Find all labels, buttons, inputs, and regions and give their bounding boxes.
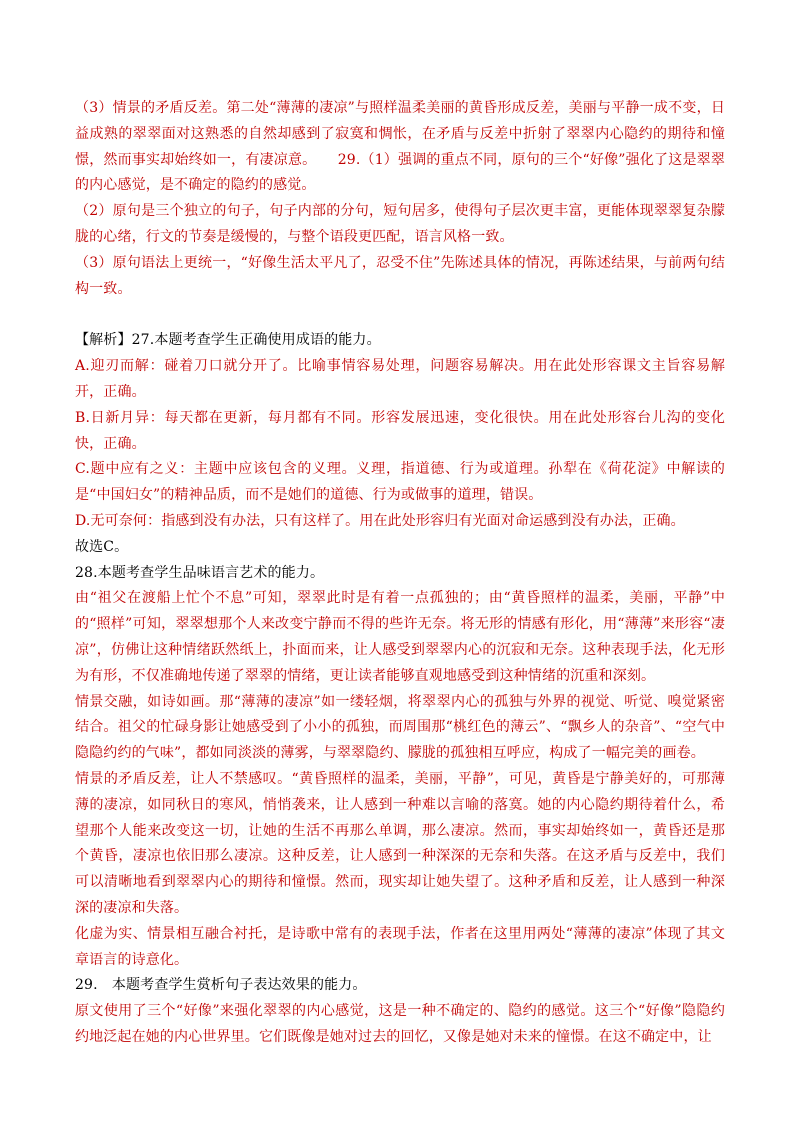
answer-paragraph: （3）原句语法上更统一，“好像生活太平凡了，忍受不住”先陈述具体的情况，再陈述结果，与前两句结构一致。 xyxy=(75,254,725,297)
option-d: D.无可奈何：指感到没有办法，只有这样了。用在此处形容归有光面对命运感到没有办法，正确。 xyxy=(75,512,685,529)
option-b: B.日新月异：每天都在更新，每月都有不同。形容发展迅速，变化很快。用在此处形容台儿沟的变化快，正确。 xyxy=(75,409,725,452)
analysis-paragraph: 由“祖父在渡船上忙个不息”可知，翠翠此时是有着一点孤独的；由“黄昏照样的温柔，美丽，平静”中的“照样”可知，翠翠想那个人来改变宁静而不得的些许无奈。将无形的情感有形化，用“薄薄”来形容“凄凉”，仿佛让这种情绪跃然纸上，扑面而来，让人感受到翠翠内心的沉寂和无奈。这种表现手法，化无形为有形，不仅准确地传递了翠翠的情绪，更让读者能够直观地感受到这种情绪的沉重和深刻。 xyxy=(75,590,725,684)
answer-paragraph: （2）原句是三个独立的句子，句子内部的分句，短句居多，使得句子层次更丰富，更能体现翠翠复杂朦胧的心绪，行文的节奏是缓慢的，与整个语段更匹配，语言风格一致。 xyxy=(75,203,725,245)
analysis-paragraph: 情景的矛盾反差，让人不禁感叹。“黄昏照样的温柔，美丽，平静”，可见，黄昏是宁静美好的，可那薄薄的凄凉，如同秋日的寒风，悄悄袭来，让人感到一种难以言喻的落寞。她的内心隐约期待着什么，希望那个人能来改变这一切，让她的生活不再那么单调，那么凄凉。然而，事实却始终如一，黄昏还是那个黄昏，凄凉也依旧那么凄凉。这种反差，让人感到一种深深的无奈和失落。在这矛盾与反差中，我们可以清晰地看到翠翠内心的期待和憧憬。然而，现实却让她失望了。这种矛盾和反差，让人感到一种深深的凄凉和失落。 xyxy=(75,770,725,916)
option-c: C.题中应有之义：主题中应该包含的义理。义理，指道德、行为或道理。孙犁在《荷花淀》中解读的是“中国妇女”的精神品质，而不是她们的道德、行为或做事的道理，错误。 xyxy=(75,461,725,504)
paragraph-gap xyxy=(75,302,725,328)
analysis-paragraph: 情景交融，如诗如画。那“薄薄的凄凉”如一缕轻烟，将翠翠内心的孤独与外界的视觉、听觉、嗅觉紧密结合。祖父的忙碌身影让她感受到了小小的孤独，而周围那“桃红色的薄云”、“飘乡人的杂音”、“空气中隐隐约约的气味”，都如同淡淡的薄雾，与翠翠隐约、朦胧的孤独相互呼应，构成了一幅完美的画卷。 xyxy=(75,693,725,762)
option-a: A.迎刃而解：碰着刀口就分开了。比喻事情容易处理，问题容易解决。用在此处形容课文主旨容易解开，正确。 xyxy=(75,358,725,400)
answer-choice: 故选C。 xyxy=(75,538,129,555)
answer-paragraph: （3）情景的矛盾反差。第二处“薄薄的凄凉”与照样温柔美丽的黄昏形成反差，美丽与平静一成不变，日益成熟的翠翠面对这熟悉的自然却感到了寂寞和惆怅，在矛盾与反差中折射了翠翠内心隐约的期待和憧憬，然而事实却始终如一，有凄凉意。 29.（1）强调的重点不同，原句的三个“好像”强化了这是翠翠的内心感觉，是不确定的隐约的感觉。 xyxy=(75,100,725,194)
question-28-heading: 28.本题考查学生品味语言艺术的能力。 xyxy=(75,564,325,581)
analysis-heading: 【解析】27.本题考查学生正确使用成语的能力。 xyxy=(75,332,381,349)
analysis-paragraph: 原文使用了三个“好像”来强化翠翠的内心感觉，这是一种不确定的、隐约的感觉。这三个“好像”隐隐约约地泛起在她的内心世界里。它们既像是她对过去的回忆，又像是她对未来的憧憬。在这不确定中，让 xyxy=(75,1003,725,1045)
analysis-paragraph: 化虚为实、情景相互融合衬托，是诗歌中常有的表现手法，作者在这里用两处“薄薄的凄凉”体现了其文章语言的诗意化。 xyxy=(75,925,725,968)
question-29-heading: 29. 本题考查学生赏析句子表达效果的能力。 xyxy=(75,977,367,994)
document-page xyxy=(75,96,725,1051)
